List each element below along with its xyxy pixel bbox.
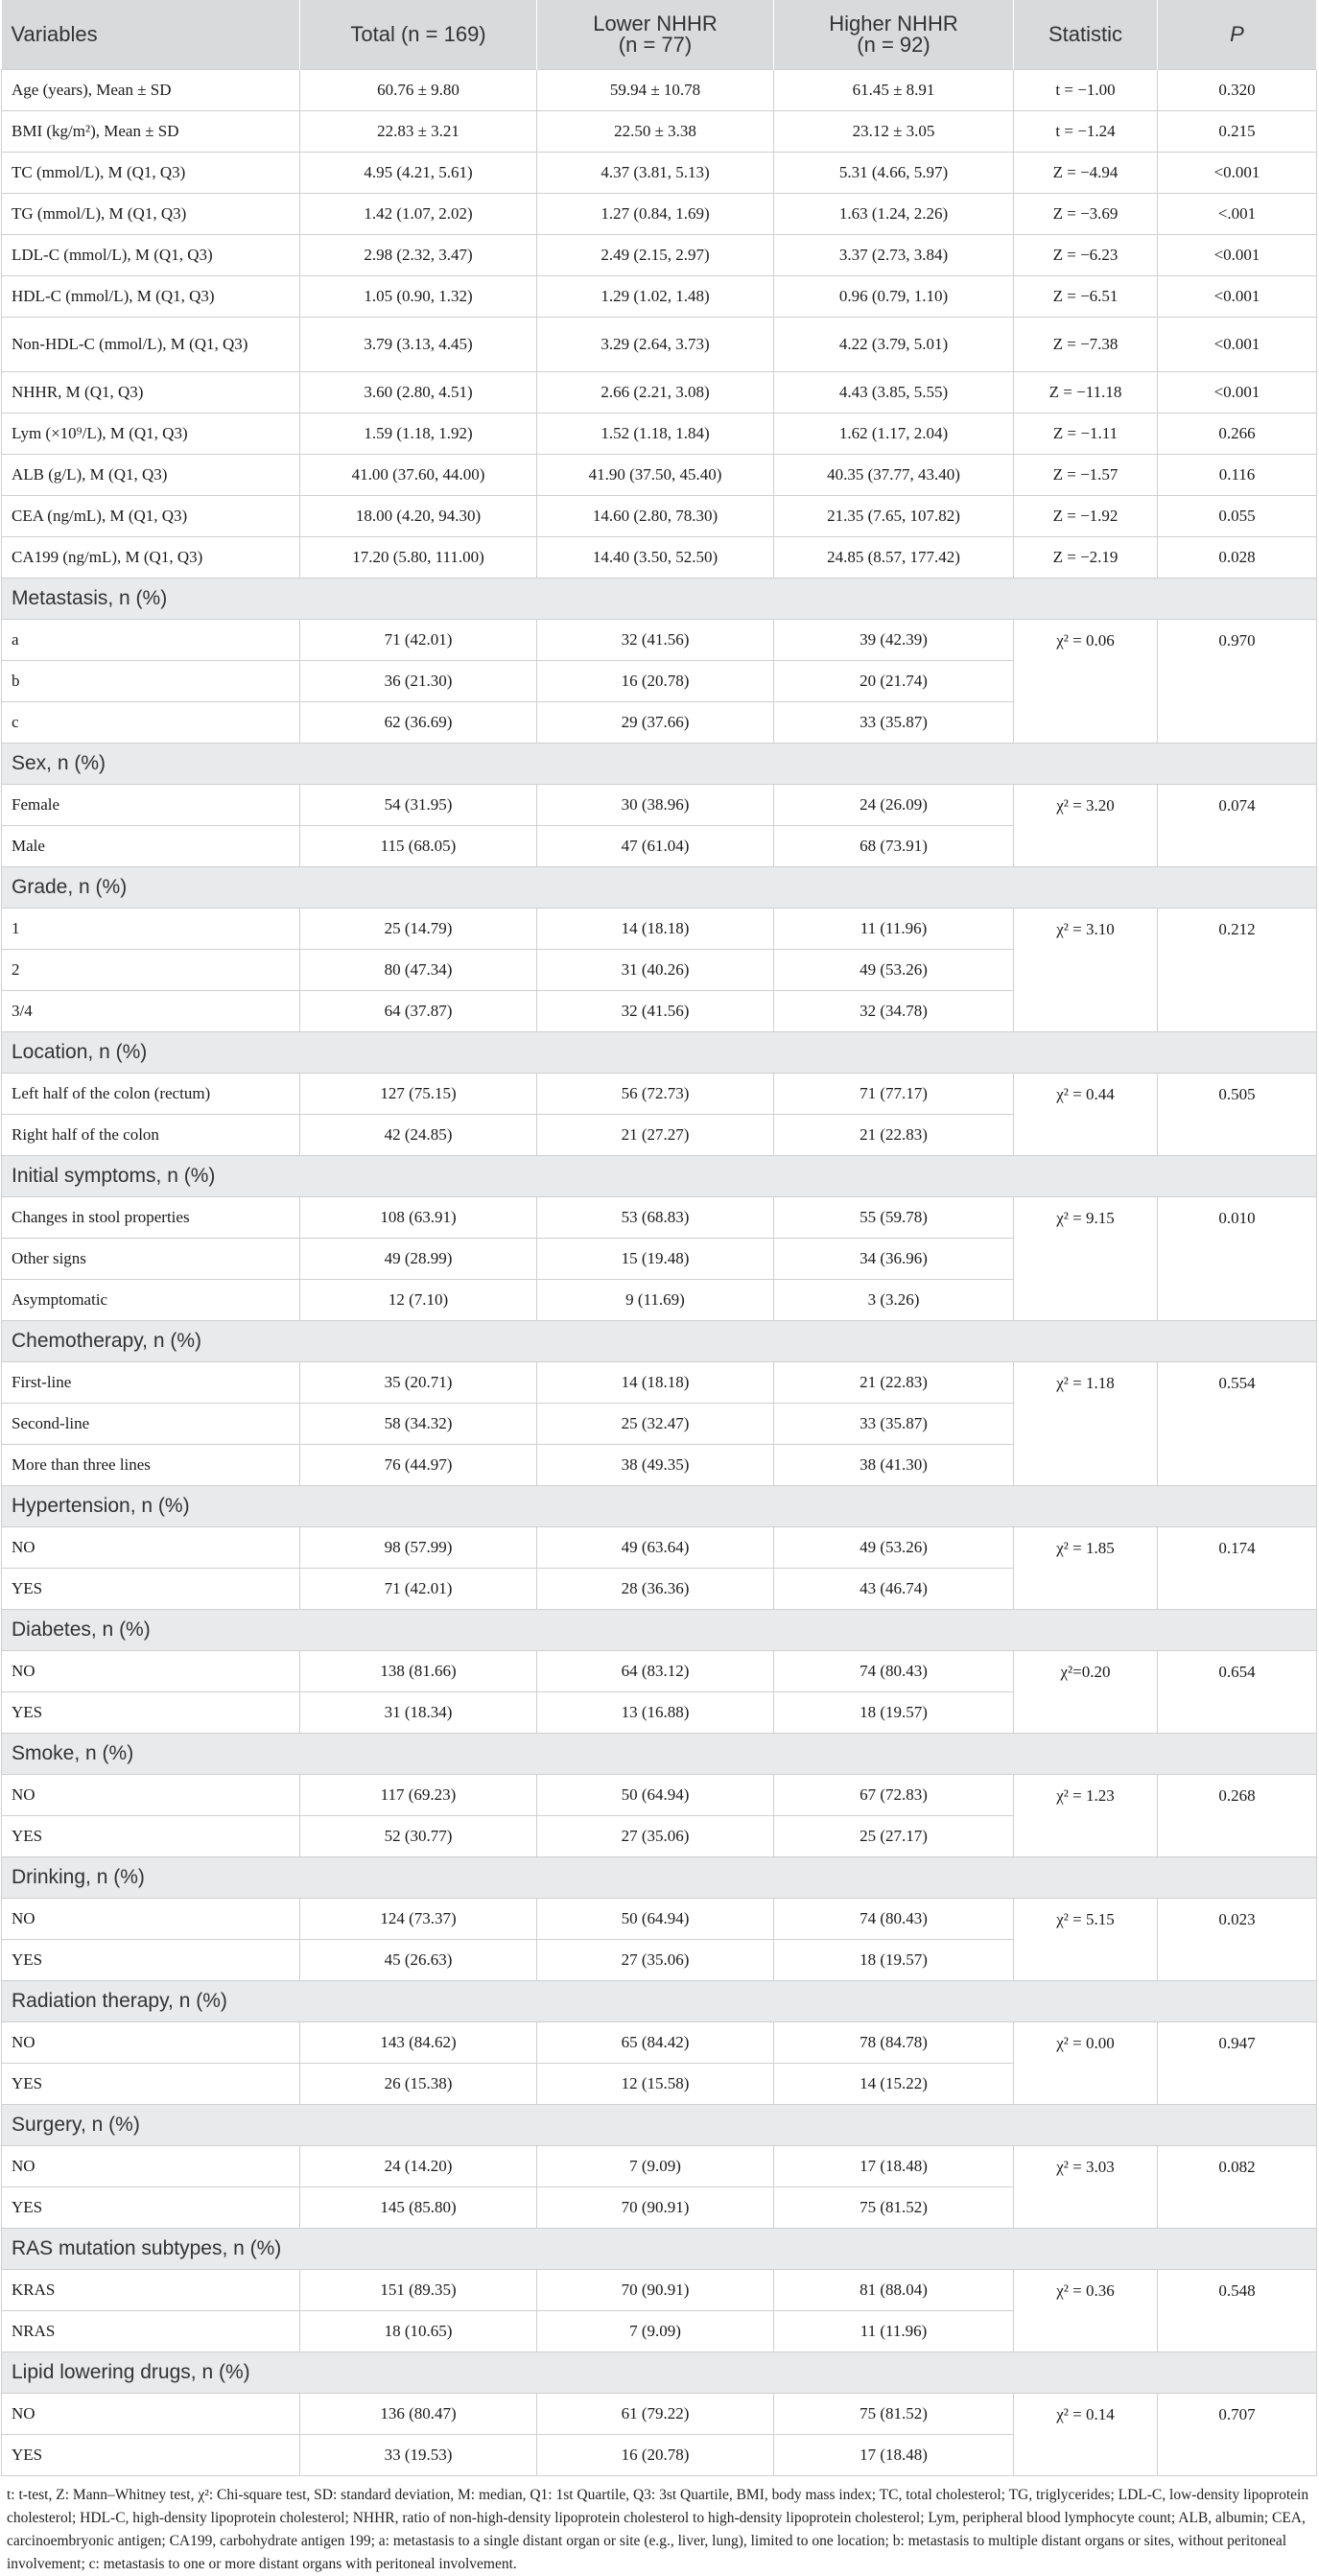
higher-nhhr-cell: 39 (42.39): [774, 620, 1014, 661]
statistic-cell: Z = −6.23: [1014, 235, 1158, 276]
total-cell: 80 (47.34): [300, 950, 537, 991]
lower-nhhr-cell: 14.40 (3.50, 52.50): [537, 537, 774, 579]
total-cell: 71 (42.01): [300, 1569, 537, 1610]
statistic-cell: χ² = 0.14: [1014, 2394, 1158, 2476]
higher-nhhr-cell: 21.35 (7.65, 107.82): [774, 496, 1014, 537]
higher-nhhr-cell: 81 (88.04): [774, 2270, 1014, 2311]
lower-nhhr-cell: 16 (20.78): [537, 2435, 774, 2476]
statistic-cell: χ² = 1.23: [1014, 1775, 1158, 1857]
variable-cell: Changes in stool properties: [2, 1197, 300, 1239]
variable-cell: YES: [2, 2187, 300, 2229]
lower-nhhr-cell: 1.52 (1.18, 1.84): [537, 414, 774, 455]
statistic-cell: χ² = 0.06: [1014, 620, 1158, 744]
p-value-cell: <0.001: [1158, 372, 1317, 414]
higher-nhhr-cell: 11 (11.96): [774, 2311, 1014, 2352]
p-value-cell: <0.001: [1158, 276, 1317, 318]
total-cell: 45 (26.63): [300, 1940, 537, 1981]
group-header-row: [2, 1156, 1317, 1197]
statistic-cell: t = −1.24: [1014, 111, 1158, 153]
p-value-cell: 0.082: [1158, 2146, 1317, 2229]
table-row: [2, 318, 1317, 372]
group-header-row: [2, 1734, 1317, 1775]
p-value-cell: 0.548: [1158, 2270, 1317, 2352]
header-higher-n: (n = 92): [857, 33, 930, 57]
table-row: [2, 1527, 1317, 1569]
variable-cell: Age (years), Mean ± SD: [2, 70, 300, 111]
total-cell: 1.42 (1.07, 2.02): [300, 194, 537, 235]
total-cell: 62 (36.69): [300, 702, 537, 744]
group-title: Diabetes, n (%): [2, 1610, 1317, 1651]
higher-nhhr-cell: 0.96 (0.79, 1.10): [774, 276, 1014, 318]
p-value-cell: 0.707: [1158, 2394, 1317, 2476]
lower-nhhr-cell: 47 (61.04): [537, 826, 774, 867]
statistic-cell: Z = −1.11: [1014, 414, 1158, 455]
statistic-cell: Z = −1.57: [1014, 455, 1158, 496]
p-value-cell: 0.010: [1158, 1197, 1317, 1321]
table-row: [2, 1362, 1317, 1404]
statistic-cell: χ² = 1.85: [1014, 1527, 1158, 1610]
variable-cell: NO: [2, 1651, 300, 1692]
lower-nhhr-cell: 30 (38.96): [537, 785, 774, 826]
variable-cell: YES: [2, 2435, 300, 2476]
lower-nhhr-cell: 53 (68.83): [537, 1197, 774, 1239]
table-row: [2, 2270, 1317, 2311]
lower-nhhr-cell: 32 (41.56): [537, 620, 774, 661]
variable-cell: 1: [2, 909, 300, 950]
higher-nhhr-cell: 34 (36.96): [774, 1239, 1014, 1280]
group-title: Hypertension, n (%): [2, 1486, 1317, 1527]
lower-nhhr-cell: 28 (36.36): [537, 1569, 774, 1610]
higher-nhhr-cell: 25 (27.17): [774, 1816, 1014, 1857]
total-cell: 18 (10.65): [300, 2311, 537, 2352]
lower-nhhr-cell: 21 (27.27): [537, 1115, 774, 1156]
group-header-row: [2, 1486, 1317, 1527]
group-header-row: [2, 2229, 1317, 2270]
variable-cell: BMI (kg/m²), Mean ± SD: [2, 111, 300, 153]
higher-nhhr-cell: 14 (15.22): [774, 2064, 1014, 2105]
table-row: [2, 111, 1317, 153]
group-title: RAS mutation subtypes, n (%): [2, 2229, 1317, 2270]
statistic-cell: Z = −3.69: [1014, 194, 1158, 235]
total-cell: 1.59 (1.18, 1.92): [300, 414, 537, 455]
variable-cell: Lym (×10⁹/L), M (Q1, Q3): [2, 414, 300, 455]
statistic-cell: χ² = 1.18: [1014, 1362, 1158, 1486]
p-value-cell: 0.505: [1158, 1074, 1317, 1156]
higher-nhhr-cell: 78 (84.78): [774, 2022, 1014, 2064]
statistic-cell: χ² = 3.20: [1014, 785, 1158, 867]
statistic-cell: χ² = 3.03: [1014, 2146, 1158, 2229]
total-cell: 124 (73.37): [300, 1899, 537, 1940]
lower-nhhr-cell: 31 (40.26): [537, 950, 774, 991]
higher-nhhr-cell: 49 (53.26): [774, 950, 1014, 991]
total-cell: 60.76 ± 9.80: [300, 70, 537, 111]
statistic-cell: Z = −11.18: [1014, 372, 1158, 414]
total-cell: 76 (44.97): [300, 1445, 537, 1486]
table-footnote: t: t-test, Z: Mann–Whitney test, χ²: Chi-square test, SD: standard deviation, M: median, Q1: 1st Quartile, Q3: 3st Quartile, BMI, body mass index; TC, total cholesterol; TG, triglycerides; LDL-C, low-density lipoprotein cholesterol; HDL-C, high-density lipoprotein cholesterol; NHHR, ratio of non-high-density lipoprotein cholesterol to high-density lipoprotein cholesterol; Lym, peripheral blood lymphocyte count; ALB, albumin; CEA, carcinoembryonic antigen; CA199, carbohydrate antigen 199; a: metastasis to a single distant organ or site (e.g., liver, lung), limited to one location; b: metastasis to multiple distant organs or sites, without peritoneal involvement; c: metastasis to one or more distant organs with peritoneal involvement.: [7, 2487, 1309, 2573]
higher-nhhr-cell: 61.45 ± 8.91: [774, 70, 1014, 111]
p-value-cell: 0.266: [1158, 414, 1317, 455]
group-header-row: [2, 2105, 1317, 2146]
lower-nhhr-cell: 70 (90.91): [537, 2187, 774, 2229]
table-row: [2, 70, 1317, 111]
higher-nhhr-cell: 74 (80.43): [774, 1899, 1014, 1940]
lower-nhhr-cell: 2.49 (2.15, 2.97): [537, 235, 774, 276]
total-cell: 33 (19.53): [300, 2435, 537, 2476]
variable-cell: NO: [2, 2394, 300, 2435]
total-cell: 71 (42.01): [300, 620, 537, 661]
variable-cell: NO: [2, 1899, 300, 1940]
lower-nhhr-cell: 25 (32.47): [537, 1404, 774, 1445]
higher-nhhr-cell: 5.31 (4.66, 5.97): [774, 153, 1014, 194]
lower-nhhr-cell: 50 (64.94): [537, 1775, 774, 1816]
table-row: [2, 785, 1317, 826]
table-row: [2, 194, 1317, 235]
statistic-cell: Z = −4.94: [1014, 153, 1158, 194]
table-row: [2, 455, 1317, 496]
total-cell: 31 (18.34): [300, 1692, 537, 1734]
group-title: Chemotherapy, n (%): [2, 1321, 1317, 1362]
total-cell: 64 (37.87): [300, 991, 537, 1032]
variable-cell: YES: [2, 2064, 300, 2105]
header-higher-nhhr: [774, 0, 1014, 70]
higher-nhhr-cell: 3 (3.26): [774, 1280, 1014, 1321]
variable-cell: NO: [2, 2022, 300, 2064]
group-title: Location, n (%): [2, 1032, 1317, 1074]
higher-nhhr-cell: 21 (22.83): [774, 1362, 1014, 1404]
higher-nhhr-cell: 32 (34.78): [774, 991, 1014, 1032]
variable-cell: b: [2, 661, 300, 702]
higher-nhhr-cell: 17 (18.48): [774, 2435, 1014, 2476]
variable-cell: Female: [2, 785, 300, 826]
statistic-cell: χ² = 0.44: [1014, 1074, 1158, 1156]
lower-nhhr-cell: 65 (84.42): [537, 2022, 774, 2064]
higher-nhhr-cell: 38 (41.30): [774, 1445, 1014, 1486]
table-row: [2, 1651, 1317, 1692]
lower-nhhr-cell: 38 (49.35): [537, 1445, 774, 1486]
p-value-cell: <.001: [1158, 194, 1317, 235]
p-value-cell: <0.001: [1158, 318, 1317, 372]
variable-cell: NO: [2, 1527, 300, 1569]
p-value-cell: 0.320: [1158, 70, 1317, 111]
total-cell: 25 (14.79): [300, 909, 537, 950]
p-value-cell: <0.001: [1158, 235, 1317, 276]
table-row: [2, 2146, 1317, 2187]
lower-nhhr-cell: 16 (20.78): [537, 661, 774, 702]
variable-cell: NHHR, M (Q1, Q3): [2, 372, 300, 414]
statistic-cell: χ² = 9.15: [1014, 1197, 1158, 1321]
group-header-row: [2, 1981, 1317, 2022]
variable-cell: a: [2, 620, 300, 661]
group-header-row: [2, 1032, 1317, 1074]
statistic-cell: χ² = 3.10: [1014, 909, 1158, 1032]
lower-nhhr-cell: 2.66 (2.21, 3.08): [537, 372, 774, 414]
table-row: [2, 1899, 1317, 1940]
higher-nhhr-cell: 40.35 (37.77, 43.40): [774, 455, 1014, 496]
total-cell: 3.60 (2.80, 4.51): [300, 372, 537, 414]
p-value-cell: 0.268: [1158, 1775, 1317, 1857]
higher-nhhr-cell: 43 (46.74): [774, 1569, 1014, 1610]
higher-nhhr-cell: 4.43 (3.85, 5.55): [774, 372, 1014, 414]
lower-nhhr-cell: 50 (64.94): [537, 1899, 774, 1940]
lower-nhhr-cell: 14.60 (2.80, 78.30): [537, 496, 774, 537]
group-title: Smoke, n (%): [2, 1734, 1317, 1775]
total-cell: 36 (21.30): [300, 661, 537, 702]
total-cell: 52 (30.77): [300, 1816, 537, 1857]
total-cell: 108 (63.91): [300, 1197, 537, 1239]
table-row: [2, 276, 1317, 318]
variable-cell: KRAS: [2, 2270, 300, 2311]
lower-nhhr-cell: 56 (72.73): [537, 1074, 774, 1115]
total-cell: 138 (81.66): [300, 1651, 537, 1692]
variable-cell: Male: [2, 826, 300, 867]
variable-cell: ALB (g/L), M (Q1, Q3): [2, 455, 300, 496]
lower-nhhr-cell: 14 (18.18): [537, 1362, 774, 1404]
statistic-cell: Z = −2.19: [1014, 537, 1158, 579]
variable-cell: YES: [2, 1569, 300, 1610]
lower-nhhr-cell: 70 (90.91): [537, 2270, 774, 2311]
lower-nhhr-cell: 13 (16.88): [537, 1692, 774, 1734]
table-row: [2, 1074, 1317, 1115]
variable-cell: YES: [2, 1692, 300, 1734]
higher-nhhr-cell: 68 (73.91): [774, 826, 1014, 867]
header-lower-title: Lower NHHR: [593, 12, 718, 35]
higher-nhhr-cell: 33 (35.87): [774, 1404, 1014, 1445]
lower-nhhr-cell: 12 (15.58): [537, 2064, 774, 2105]
header-p: P: [1158, 0, 1317, 70]
higher-nhhr-cell: 17 (18.48): [774, 2146, 1014, 2187]
lower-nhhr-cell: 1.27 (0.84, 1.69): [537, 194, 774, 235]
table-row: [2, 496, 1317, 537]
lower-nhhr-cell: 61 (79.22): [537, 2394, 774, 2435]
higher-nhhr-cell: 18 (19.57): [774, 1940, 1014, 1981]
higher-nhhr-cell: 4.22 (3.79, 5.01): [774, 318, 1014, 372]
lower-nhhr-cell: 59.94 ± 10.78: [537, 70, 774, 111]
group-title: Drinking, n (%): [2, 1857, 1317, 1899]
table-row: [2, 2394, 1317, 2435]
p-value-cell: 0.215: [1158, 111, 1317, 153]
header-total: Total (n = 169): [300, 0, 537, 70]
variable-cell: NRAS: [2, 2311, 300, 2352]
table-header-row: [2, 0, 1317, 70]
statistic-cell: Z = −1.92: [1014, 496, 1158, 537]
variable-cell: 3/4: [2, 991, 300, 1032]
lower-nhhr-cell: 7 (9.09): [537, 2146, 774, 2187]
p-value-cell: 0.023: [1158, 1899, 1317, 1981]
variable-cell: First-line: [2, 1362, 300, 1404]
group-header-row: [2, 579, 1317, 620]
total-cell: 1.05 (0.90, 1.32): [300, 276, 537, 318]
p-value-cell: 0.212: [1158, 909, 1317, 1032]
total-cell: 35 (20.71): [300, 1362, 537, 1404]
p-value-cell: 0.970: [1158, 620, 1317, 744]
higher-nhhr-cell: 1.62 (1.17, 2.04): [774, 414, 1014, 455]
header-variables: Variables: [2, 0, 300, 70]
total-cell: 18.00 (4.20, 94.30): [300, 496, 537, 537]
total-cell: 26 (15.38): [300, 2064, 537, 2105]
variable-cell: LDL-C (mmol/L), M (Q1, Q3): [2, 235, 300, 276]
higher-nhhr-cell: 49 (53.26): [774, 1527, 1014, 1569]
table-row: [2, 2022, 1317, 2064]
lower-nhhr-cell: 27 (35.06): [537, 1940, 774, 1981]
higher-nhhr-cell: 55 (59.78): [774, 1197, 1014, 1239]
statistic-cell: Z = −6.51: [1014, 276, 1158, 318]
variable-cell: Other signs: [2, 1239, 300, 1280]
lower-nhhr-cell: 9 (11.69): [537, 1280, 774, 1321]
header-lower-n: (n = 77): [618, 33, 693, 57]
total-cell: 24 (14.20): [300, 2146, 537, 2187]
group-header-row: [2, 867, 1317, 909]
lower-nhhr-cell: 27 (35.06): [537, 1816, 774, 1857]
variable-cell: Asymptomatic: [2, 1280, 300, 1321]
lower-nhhr-cell: 7 (9.09): [537, 2311, 774, 2352]
header-higher-title: Higher NHHR: [829, 12, 958, 35]
higher-nhhr-cell: 75 (81.52): [774, 2394, 1014, 2435]
higher-nhhr-cell: 71 (77.17): [774, 1074, 1014, 1115]
group-header-row: [2, 1610, 1317, 1651]
table-row: [2, 235, 1317, 276]
variable-cell: CA199 (ng/mL), M (Q1, Q3): [2, 537, 300, 579]
header-lower-nhhr: [537, 0, 774, 70]
statistic-cell: χ²=0.20: [1014, 1651, 1158, 1734]
lower-nhhr-cell: 22.50 ± 3.38: [537, 111, 774, 153]
p-value-cell: 0.028: [1158, 537, 1317, 579]
variable-cell: Second-line: [2, 1404, 300, 1445]
p-value-cell: 0.947: [1158, 2022, 1317, 2105]
lower-nhhr-cell: 3.29 (2.64, 3.73): [537, 318, 774, 372]
table-row: [2, 1197, 1317, 1239]
statistic-cell: χ² = 0.36: [1014, 2270, 1158, 2352]
p-value-cell: 0.174: [1158, 1527, 1317, 1610]
total-cell: 17.20 (5.80, 111.00): [300, 537, 537, 579]
p-value-cell: 0.074: [1158, 785, 1317, 867]
group-header-row: [2, 2352, 1317, 2394]
group-title: Initial symptoms, n (%): [2, 1156, 1317, 1197]
total-cell: 42 (24.85): [300, 1115, 537, 1156]
group-title: Metastasis, n (%): [2, 579, 1317, 620]
group-header-row: [2, 1321, 1317, 1362]
table-row: [2, 620, 1317, 661]
group-header-row: [2, 744, 1317, 785]
total-cell: 2.98 (2.32, 3.47): [300, 235, 537, 276]
higher-nhhr-cell: 67 (72.83): [774, 1775, 1014, 1816]
group-title: Grade, n (%): [2, 867, 1317, 909]
group-title: Radiation therapy, n (%): [2, 1981, 1317, 2022]
variable-cell: Non-HDL-C (mmol/L), M (Q1, Q3): [2, 318, 300, 372]
total-cell: 49 (28.99): [300, 1239, 537, 1280]
higher-nhhr-cell: 18 (19.57): [774, 1692, 1014, 1734]
lower-nhhr-cell: 1.29 (1.02, 1.48): [537, 276, 774, 318]
total-cell: 41.00 (37.60, 44.00): [300, 455, 537, 496]
variable-cell: c: [2, 702, 300, 744]
statistic-cell: χ² = 5.15: [1014, 1899, 1158, 1981]
total-cell: 117 (69.23): [300, 1775, 537, 1816]
p-value-cell: 0.116: [1158, 455, 1317, 496]
table-row: [2, 1775, 1317, 1816]
p-value-cell: 0.055: [1158, 496, 1317, 537]
total-cell: 12 (7.10): [300, 1280, 537, 1321]
lower-nhhr-cell: 15 (19.48): [537, 1239, 774, 1280]
higher-nhhr-cell: 21 (22.83): [774, 1115, 1014, 1156]
variable-cell: NO: [2, 2146, 300, 2187]
higher-nhhr-cell: 23.12 ± 3.05: [774, 111, 1014, 153]
total-cell: 136 (80.47): [300, 2394, 537, 2435]
higher-nhhr-cell: 24.85 (8.57, 177.42): [774, 537, 1014, 579]
p-value-cell: 0.554: [1158, 1362, 1317, 1486]
variable-cell: NO: [2, 1775, 300, 1816]
variable-cell: Left half of the colon (rectum): [2, 1074, 300, 1115]
group-title: Sex, n (%): [2, 744, 1317, 785]
higher-nhhr-cell: 3.37 (2.73, 3.84): [774, 235, 1014, 276]
total-cell: 54 (31.95): [300, 785, 537, 826]
variable-cell: TC (mmol/L), M (Q1, Q3): [2, 153, 300, 194]
total-cell: 145 (85.80): [300, 2187, 537, 2229]
variable-cell: HDL-C (mmol/L), M (Q1, Q3): [2, 276, 300, 318]
higher-nhhr-cell: 1.63 (1.24, 2.26): [774, 194, 1014, 235]
higher-nhhr-cell: 33 (35.87): [774, 702, 1014, 744]
higher-nhhr-cell: 24 (26.09): [774, 785, 1014, 826]
p-value-cell: <0.001: [1158, 153, 1317, 194]
total-cell: 98 (57.99): [300, 1527, 537, 1569]
higher-nhhr-cell: 74 (80.43): [774, 1651, 1014, 1692]
higher-nhhr-cell: 75 (81.52): [774, 2187, 1014, 2229]
group-title: Lipid lowering drugs, n (%): [2, 2352, 1317, 2394]
statistic-cell: Z = −7.38: [1014, 318, 1158, 372]
total-cell: 115 (68.05): [300, 826, 537, 867]
table-row: [2, 414, 1317, 455]
table-row: [2, 153, 1317, 194]
table-row: [2, 372, 1317, 414]
total-cell: 151 (89.35): [300, 2270, 537, 2311]
statistic-cell: χ² = 0.00: [1014, 2022, 1158, 2105]
variable-cell: Right half of the colon: [2, 1115, 300, 1156]
table-row: [2, 909, 1317, 950]
lower-nhhr-cell: 14 (18.18): [537, 909, 774, 950]
lower-nhhr-cell: 32 (41.56): [537, 991, 774, 1032]
header-statistic: Statistic: [1014, 0, 1158, 70]
total-cell: 127 (75.15): [300, 1074, 537, 1115]
variable-cell: YES: [2, 1816, 300, 1857]
lower-nhhr-cell: 41.90 (37.50, 45.40): [537, 455, 774, 496]
table-body: [2, 70, 1317, 2476]
baseline-table: [1, 0, 1317, 2476]
lower-nhhr-cell: 4.37 (3.81, 5.13): [537, 153, 774, 194]
variable-cell: More than three lines: [2, 1445, 300, 1486]
total-cell: 58 (34.32): [300, 1404, 537, 1445]
p-value-cell: 0.654: [1158, 1651, 1317, 1734]
total-cell: 3.79 (3.13, 4.45): [300, 318, 537, 372]
total-cell: 4.95 (4.21, 5.61): [300, 153, 537, 194]
group-title: Surgery, n (%): [2, 2105, 1317, 2146]
total-cell: 22.83 ± 3.21: [300, 111, 537, 153]
variable-cell: 2: [2, 950, 300, 991]
higher-nhhr-cell: 20 (21.74): [774, 661, 1014, 702]
lower-nhhr-cell: 64 (83.12): [537, 1651, 774, 1692]
group-header-row: [2, 1857, 1317, 1899]
higher-nhhr-cell: 11 (11.96): [774, 909, 1014, 950]
variable-cell: YES: [2, 1940, 300, 1981]
statistic-cell: t = −1.00: [1014, 70, 1158, 111]
variable-cell: CEA (ng/mL), M (Q1, Q3): [2, 496, 300, 537]
lower-nhhr-cell: 29 (37.66): [537, 702, 774, 744]
lower-nhhr-cell: 49 (63.64): [537, 1527, 774, 1569]
total-cell: 143 (84.62): [300, 2022, 537, 2064]
variable-cell: TG (mmol/L), M (Q1, Q3): [2, 194, 300, 235]
table-row: [2, 537, 1317, 579]
